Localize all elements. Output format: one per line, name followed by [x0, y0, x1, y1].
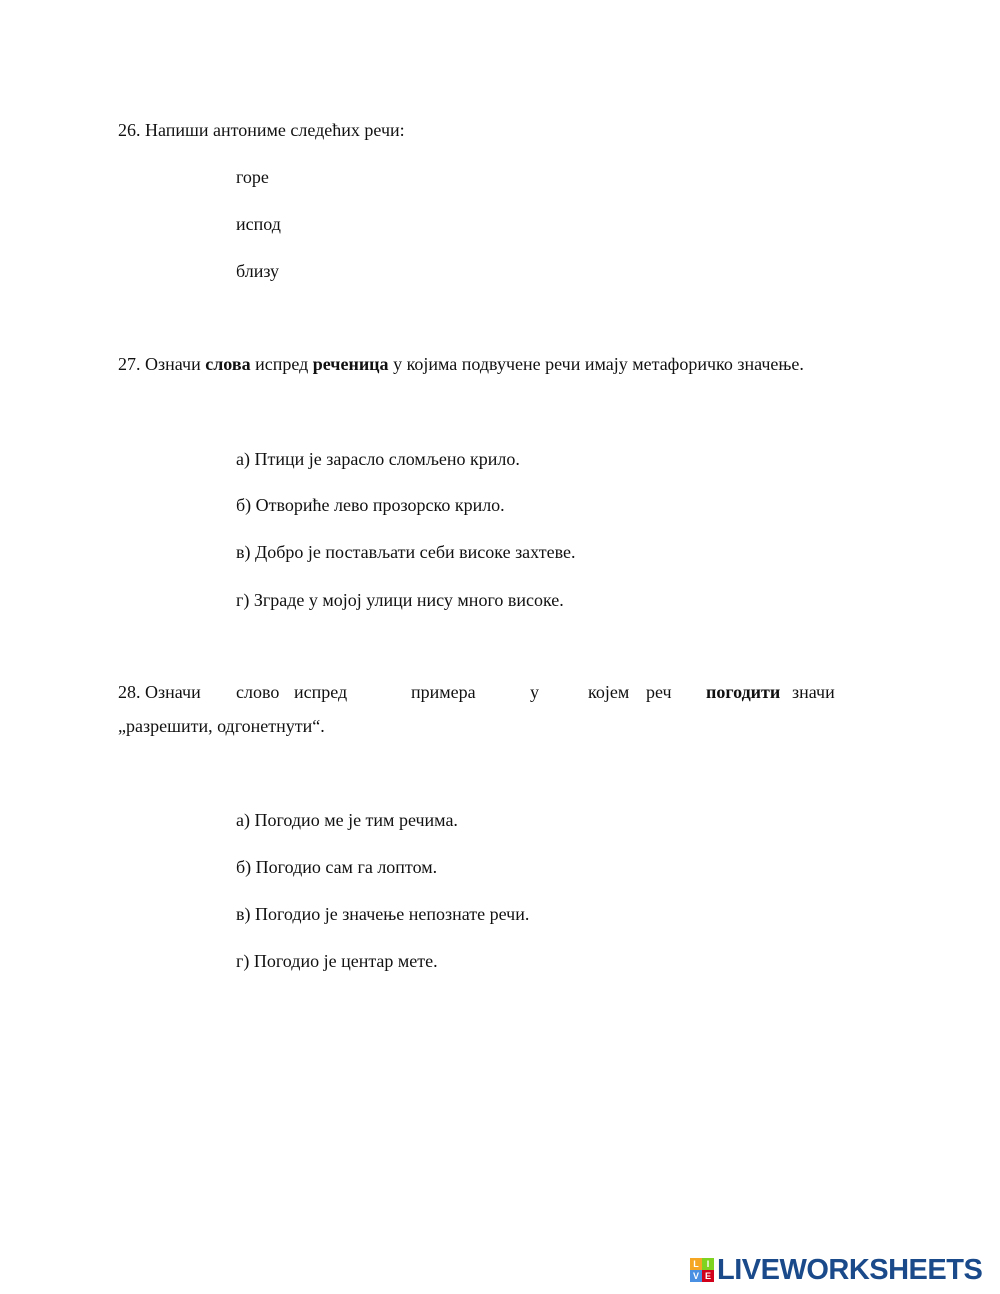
- logo-text: LIVEWORKSHEETS: [717, 1253, 983, 1286]
- q28-word: у: [530, 682, 539, 702]
- q28-word: реч: [646, 682, 672, 702]
- q28-option-b[interactable]: б) Погодио сам га лоптом.: [236, 857, 438, 877]
- q28-title-line2: „разрешити, одгонетнути“.: [118, 716, 325, 736]
- logo-badge-icon: [690, 1258, 714, 1282]
- q28-word: слово: [236, 682, 280, 702]
- q28-option-g[interactable]: г) Погодио је центар мете.: [236, 951, 438, 971]
- q28-word: 28. Означи: [118, 682, 201, 702]
- q27-option-g[interactable]: г) Зграде у мојој улици нису много високе.: [236, 590, 564, 610]
- q27-option-a[interactable]: а) Птици је зарасло сломљено крило.: [236, 449, 520, 469]
- q28-bold-word: погодити: [706, 682, 781, 702]
- logo-badge-cell: V: [690, 1270, 702, 1282]
- q28-word: значи: [792, 682, 835, 702]
- question-26-title: 26. Напиши антониме следећих речи:: [118, 120, 405, 140]
- q28-word: којем: [588, 682, 630, 702]
- q27-option-v[interactable]: в) Добро је постављати себи високе захтеве.: [236, 542, 576, 562]
- antonym-word-2: испод: [236, 214, 281, 234]
- antonym-word-3: близу: [236, 261, 280, 281]
- q27-option-b[interactable]: б) Отвориће лево прозорско крило.: [236, 495, 505, 515]
- liveworksheets-logo: [690, 1255, 982, 1285]
- logo-badge-cell: I: [702, 1258, 714, 1270]
- q28-word: примера: [411, 682, 476, 702]
- question-27-title: 27. Означи слова испред реченица у којима подвучене речи имају метафоричко значење.: [118, 354, 804, 374]
- logo-badge-cell: L: [690, 1258, 702, 1270]
- antonym-word-1: горе: [236, 167, 269, 187]
- logo-badge-cell: E: [702, 1270, 714, 1282]
- q28-word: испред: [294, 682, 348, 702]
- q28-option-a[interactable]: а) Погодио ме је тим речима.: [236, 810, 458, 830]
- q28-option-v[interactable]: в) Погодио је значење непознате речи.: [236, 904, 530, 924]
